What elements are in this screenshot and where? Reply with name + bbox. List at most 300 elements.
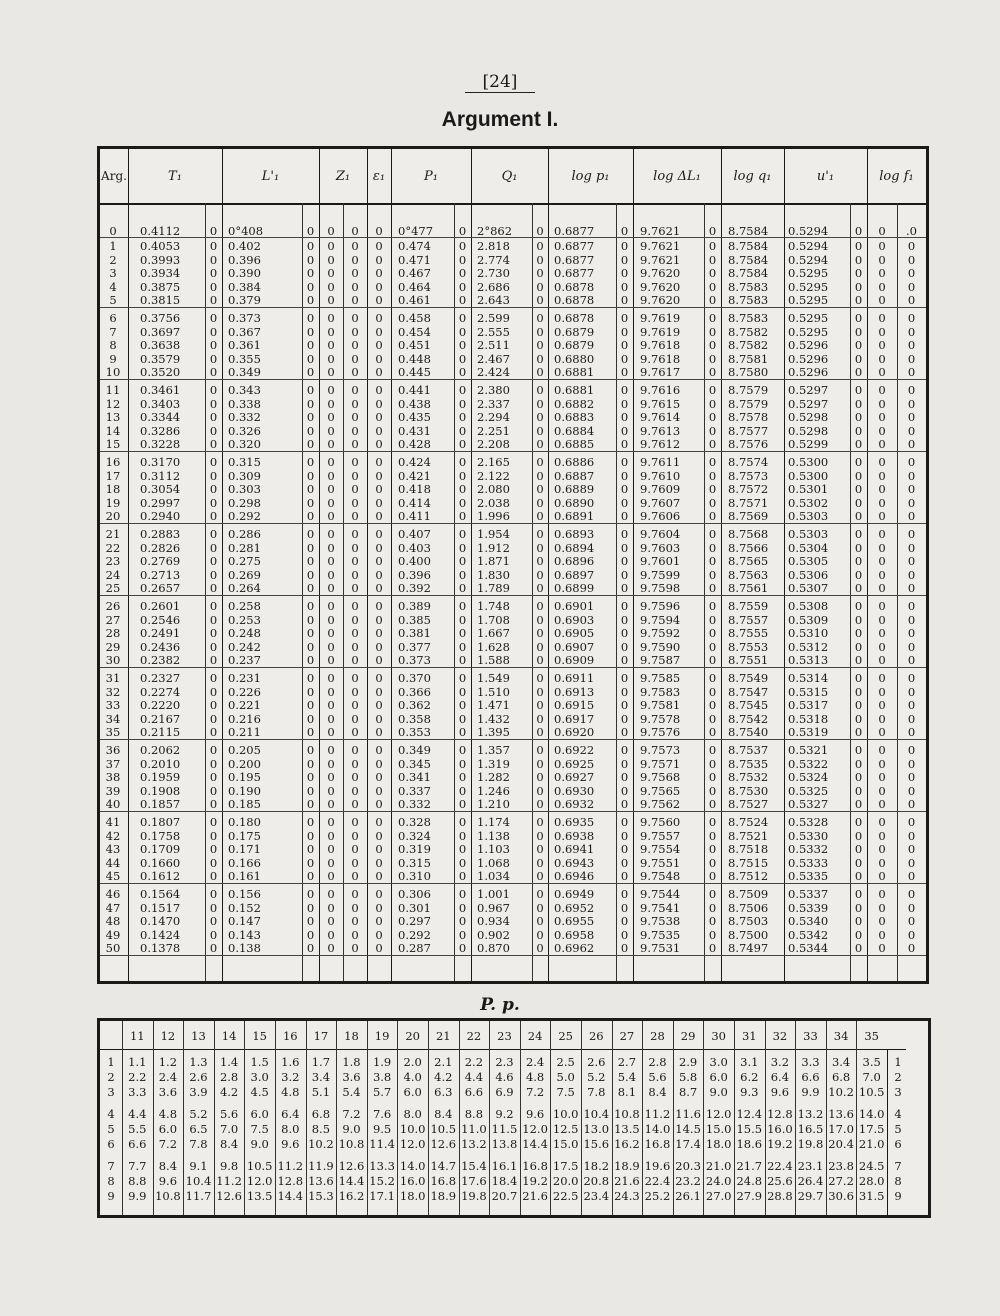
P-value: 0.414 xyxy=(398,495,431,510)
logq-value: 8.7497 xyxy=(728,941,769,956)
Q-value: 2.730 xyxy=(477,266,510,281)
u-diff: 0 xyxy=(854,725,863,740)
T-value: 0.3579 xyxy=(140,351,181,366)
column-rule xyxy=(128,149,129,981)
logf-value: 0 xyxy=(878,423,886,438)
pp-value: 12.0 xyxy=(705,1107,732,1121)
pp-value: 1.8 xyxy=(342,1055,361,1069)
Q-diff: 0 xyxy=(536,455,544,469)
logp-diff: 0 xyxy=(620,239,629,253)
logp-value: 0.6877 xyxy=(554,252,595,267)
pp-value: 15.2 xyxy=(369,1174,395,1188)
Q-diff: 0 xyxy=(536,869,544,884)
L-diff: 0 xyxy=(306,338,315,353)
epsilon-value: 0 xyxy=(375,711,383,726)
P-value: 0.389 xyxy=(398,599,431,613)
Q-value: 2.599 xyxy=(477,311,510,325)
pp-value: 25.2 xyxy=(644,1189,671,1203)
u-value: 0.5308 xyxy=(788,599,829,613)
logdL-diff: 0 xyxy=(708,815,717,829)
P-diff: 0 xyxy=(458,797,467,812)
Q-value: 2.424 xyxy=(477,365,510,380)
L-value: 0.166 xyxy=(228,855,261,870)
Q-value: 0.902 xyxy=(477,927,510,942)
Q-value: 1.210 xyxy=(477,797,510,812)
epsilon-value: 0 xyxy=(375,581,383,596)
Q-value: 1.471 xyxy=(477,698,510,713)
logdL-diff: 0 xyxy=(708,468,717,483)
L-diff: 0 xyxy=(306,725,315,740)
u-value: 0.5317 xyxy=(788,698,829,713)
pp-row-label: 9 xyxy=(894,1189,902,1203)
Q-value: 1.748 xyxy=(477,599,510,613)
logdL-value: 9.7604 xyxy=(640,527,681,541)
table-header xyxy=(100,149,926,205)
logdL-diff: 0 xyxy=(708,900,717,915)
pp-value: 3.3 xyxy=(128,1085,147,1099)
logp-diff: 0 xyxy=(620,612,629,627)
Q-value: 2.208 xyxy=(477,437,510,452)
pp-value: 6.6 xyxy=(128,1137,147,1151)
P-value: 0.458 xyxy=(398,311,431,325)
pp-value: 2.4 xyxy=(525,1055,545,1069)
pp-value: 9.0 xyxy=(709,1085,728,1099)
logp-diff: 0 xyxy=(620,324,629,339)
pp-value: 9.1 xyxy=(189,1159,208,1173)
logdL-value: 9.7578 xyxy=(640,711,681,726)
pp-value: 12.6 xyxy=(430,1137,457,1151)
pp-value: 17.6 xyxy=(461,1174,487,1188)
Q-diff: 0 xyxy=(536,423,544,438)
logp-value: 0.6882 xyxy=(554,396,595,411)
arg-value: 47 xyxy=(105,900,121,915)
Q-diff: 0 xyxy=(536,293,544,308)
logp-value: 0.6938 xyxy=(554,828,595,843)
header-col-2: L'₁ xyxy=(261,168,280,184)
pp-value: 3.5 xyxy=(862,1055,881,1069)
arg-value: 4 xyxy=(109,279,117,294)
Q-diff: 0 xyxy=(536,410,544,425)
pp-row-label: 4 xyxy=(894,1107,902,1121)
T-diff: 0 xyxy=(209,423,218,438)
logf-diff: 0 xyxy=(907,527,916,541)
pp-value: 3.6 xyxy=(158,1085,178,1099)
pp-value: 26.4 xyxy=(797,1174,824,1188)
arg-value: 9 xyxy=(109,351,117,366)
pp-value: 7.8 xyxy=(587,1085,606,1099)
arg-value: 16 xyxy=(105,455,121,469)
L-diff: 0 xyxy=(306,626,315,641)
epsilon-value: 0 xyxy=(375,914,383,929)
pp-value: 3.3 xyxy=(801,1055,820,1069)
logdL-diff: 0 xyxy=(708,927,717,942)
logdL-value: 9.7599 xyxy=(640,567,681,582)
logq-value: 8.7512 xyxy=(728,869,769,884)
logdL-value: 9.7557 xyxy=(640,828,681,843)
proportional-parts-table xyxy=(97,1018,931,1218)
logdL-value: 9.7620 xyxy=(640,266,681,281)
P-value: 0.297 xyxy=(398,914,431,929)
L-value: 0.286 xyxy=(228,527,261,541)
logp-diff: 0 xyxy=(620,900,629,915)
logdL-diff: 0 xyxy=(708,554,717,569)
P-diff: 0 xyxy=(458,224,467,238)
L-diff: 0 xyxy=(306,698,315,713)
Q-diff: 0 xyxy=(536,828,544,843)
logdL-value: 9.7598 xyxy=(640,581,681,596)
P-value: 0.353 xyxy=(398,725,431,740)
Z-diff: 0 xyxy=(351,468,359,483)
logq-value: 8.7542 xyxy=(728,711,769,726)
arg-value: 30 xyxy=(105,653,121,668)
u-value: 0.5327 xyxy=(788,797,829,812)
pp-value: 2.2 xyxy=(128,1070,147,1084)
Q-diff: 0 xyxy=(536,941,544,956)
T-diff: 0 xyxy=(209,783,218,798)
L-diff: 0 xyxy=(306,639,315,654)
logp-value: 0.6930 xyxy=(554,783,595,798)
logp-value: 0.6884 xyxy=(554,423,595,438)
epsilon-value: 0 xyxy=(375,842,383,857)
Z-value: 0 xyxy=(327,423,335,438)
Z-diff: 0 xyxy=(351,567,359,582)
Q-value: 2.818 xyxy=(477,239,510,253)
logp-value: 0.6905 xyxy=(554,626,595,641)
Z-value: 0 xyxy=(327,725,335,740)
pp-column-header: 25 xyxy=(558,1029,573,1043)
Z-diff: 0 xyxy=(351,612,359,627)
Z-value: 0 xyxy=(327,941,335,956)
Q-diff: 0 xyxy=(536,725,544,740)
logf-value: 0 xyxy=(878,567,886,582)
u-value: 0.5296 xyxy=(788,365,829,380)
L-value: 0.242 xyxy=(228,639,261,654)
T-diff: 0 xyxy=(209,900,218,915)
Z-value: 0 xyxy=(327,482,335,497)
pp-value: 29.7 xyxy=(797,1189,824,1203)
P-value: 0.411 xyxy=(398,509,431,524)
Z-diff: 0 xyxy=(351,311,359,325)
logp-diff: 0 xyxy=(620,266,629,281)
arg-value: 20 xyxy=(105,509,121,524)
L-value: 0.152 xyxy=(228,900,261,915)
u-diff: 0 xyxy=(854,815,863,829)
logf-value: 0 xyxy=(878,554,886,569)
logdL-diff: 0 xyxy=(708,383,717,397)
pp-value: 16.0 xyxy=(399,1174,426,1188)
logp-diff: 0 xyxy=(620,914,629,929)
logdL-diff: 0 xyxy=(708,770,717,785)
u-diff: 0 xyxy=(854,239,863,253)
Z-value: 0 xyxy=(327,324,335,339)
pp-value: 9.2 xyxy=(495,1107,514,1121)
logp-value: 0.6958 xyxy=(554,927,595,942)
arg-value: 7 xyxy=(109,324,117,339)
T-value: 0.3054 xyxy=(140,482,181,497)
logp-diff: 0 xyxy=(620,554,629,569)
pp-value: 6.6 xyxy=(464,1085,484,1099)
pp-column-header: 31 xyxy=(741,1029,757,1043)
pp-column-header: 19 xyxy=(374,1029,390,1043)
P-value: 0.332 xyxy=(398,797,431,812)
Q-diff: 0 xyxy=(536,626,544,641)
pp-value: 11.9 xyxy=(308,1159,334,1173)
logdL-diff: 0 xyxy=(708,293,717,308)
L-value: 0.275 xyxy=(228,554,261,569)
u-diff: 0 xyxy=(854,293,863,308)
Q-diff: 0 xyxy=(536,783,544,798)
arg-value: 41 xyxy=(105,815,121,829)
Z-diff: 0 xyxy=(351,900,359,915)
T-diff: 0 xyxy=(209,756,218,771)
T-value: 0.3697 xyxy=(140,324,181,339)
logp-value: 0.6917 xyxy=(554,711,595,726)
Z-diff: 0 xyxy=(351,914,359,929)
pp-value: 18.2 xyxy=(583,1159,610,1173)
Q-diff: 0 xyxy=(536,842,544,857)
logdL-value: 9.7596 xyxy=(640,599,681,613)
P-diff: 0 xyxy=(458,279,467,294)
logq-value: 8.7553 xyxy=(728,639,769,654)
logdL-diff: 0 xyxy=(708,455,717,469)
T-value: 0.2382 xyxy=(140,653,181,668)
Q-diff: 0 xyxy=(536,770,544,785)
logp-diff: 0 xyxy=(620,756,629,771)
T-diff: 0 xyxy=(209,770,218,785)
pp-row-label: 7 xyxy=(894,1159,902,1173)
u-diff: 0 xyxy=(854,770,863,785)
Z-value: 0 xyxy=(327,842,335,857)
pp-value: 7.0 xyxy=(219,1122,239,1136)
logdL-diff: 0 xyxy=(708,224,717,238)
epsilon-value: 0 xyxy=(375,900,383,915)
u-diff: 0 xyxy=(854,540,863,555)
Q-diff: 0 xyxy=(536,468,544,483)
pp-value: 22.4 xyxy=(767,1159,793,1173)
logf-diff: 0 xyxy=(907,828,916,843)
P-diff: 0 xyxy=(458,437,467,452)
logf-diff: 0 xyxy=(907,612,916,627)
epsilon-value: 0 xyxy=(375,855,383,870)
P-diff: 0 xyxy=(458,567,467,582)
pp-value: 11.7 xyxy=(185,1189,212,1203)
L-value: 0.221 xyxy=(228,698,261,713)
logq-value: 8.7568 xyxy=(728,527,769,541)
logdL-value: 9.7618 xyxy=(640,338,681,353)
Q-diff: 0 xyxy=(536,914,544,929)
P-diff: 0 xyxy=(458,455,467,469)
pp-value: 3.0 xyxy=(250,1070,269,1084)
L-value: 0.379 xyxy=(228,293,261,308)
arg-value: 2 xyxy=(109,252,117,267)
P-value: 0.341 xyxy=(398,770,431,785)
pp-value: 21.6 xyxy=(614,1174,640,1188)
T-diff: 0 xyxy=(209,509,218,524)
epsilon-value: 0 xyxy=(375,455,383,469)
logf-value: 0 xyxy=(878,842,886,857)
logf-diff: 0 xyxy=(907,279,916,294)
logf-value: 0 xyxy=(878,482,886,497)
logp-diff: 0 xyxy=(620,671,629,685)
T-diff: 0 xyxy=(209,887,218,901)
u-diff: 0 xyxy=(854,338,863,353)
P-value: 0.381 xyxy=(398,626,431,641)
pp-value: 3.2 xyxy=(770,1055,790,1069)
pp-value: 1.5 xyxy=(250,1055,269,1069)
logdL-value: 9.7606 xyxy=(640,509,681,524)
pp-value: 27.0 xyxy=(705,1189,732,1203)
L-diff: 0 xyxy=(306,599,315,613)
T-diff: 0 xyxy=(209,482,218,497)
pp-value: 5.0 xyxy=(556,1070,575,1084)
arg-value: 48 xyxy=(105,914,121,929)
logp-value: 0.6925 xyxy=(554,756,595,771)
arg-value: 17 xyxy=(105,468,121,483)
Z-value: 0 xyxy=(327,869,335,884)
L-value: 0.216 xyxy=(228,711,261,726)
pp-value: 15.6 xyxy=(583,1137,610,1151)
arg-value: 28 xyxy=(105,626,121,641)
epsilon-value: 0 xyxy=(375,869,383,884)
Q-value: 0.934 xyxy=(477,914,510,929)
T-value: 0.1517 xyxy=(140,900,181,915)
T-value: 0.1908 xyxy=(140,783,181,798)
pp-value: 12.4 xyxy=(736,1107,763,1121)
P-value: 0.319 xyxy=(398,842,431,857)
Q-value: 1.103 xyxy=(477,842,510,857)
arg-value: 13 xyxy=(105,410,121,425)
P-diff: 0 xyxy=(458,351,467,366)
logf-diff: 0 xyxy=(907,293,916,308)
pp-column-header: 30 xyxy=(711,1029,726,1043)
epsilon-value: 0 xyxy=(375,365,383,380)
logf-diff: 0 xyxy=(907,770,916,785)
logdL-value: 9.7535 xyxy=(640,927,681,942)
epsilon-value: 0 xyxy=(375,639,383,654)
logdL-diff: 0 xyxy=(708,252,717,267)
Z-diff: 0 xyxy=(351,743,359,757)
u-diff: 0 xyxy=(854,599,863,613)
L-value: 0.171 xyxy=(228,842,261,857)
pp-value: 13.2 xyxy=(461,1137,487,1151)
Q-value: 0.870 xyxy=(477,941,510,956)
logf-diff: 0 xyxy=(907,338,916,353)
epsilon-value: 0 xyxy=(375,828,383,843)
L-value: 0.226 xyxy=(228,684,261,699)
logp-value: 0.6901 xyxy=(554,599,595,613)
pp-column-header: 20 xyxy=(405,1029,420,1043)
arg-value: 35 xyxy=(105,725,121,740)
Q-diff: 0 xyxy=(536,252,544,267)
Z-diff: 0 xyxy=(351,495,359,510)
L-diff: 0 xyxy=(306,482,315,497)
page-title: Argument I. xyxy=(441,108,559,131)
pp-value: 8.4 xyxy=(648,1085,667,1099)
logf-value: 0 xyxy=(878,495,886,510)
logf-value: 0 xyxy=(878,252,886,267)
pp-column-header: 14 xyxy=(221,1029,237,1043)
Z-diff: 0 xyxy=(351,279,359,294)
pp-value: 31.5 xyxy=(858,1189,885,1203)
logdL-value: 9.7621 xyxy=(640,239,681,253)
pp-value: 4.8 xyxy=(525,1070,545,1084)
L-value: 0.390 xyxy=(228,266,261,281)
logdL-diff: 0 xyxy=(708,612,717,627)
logf-diff: 0 xyxy=(907,756,916,771)
pp-value: 7.0 xyxy=(862,1070,881,1084)
Q-diff: 0 xyxy=(536,338,544,353)
logp-value: 0.6890 xyxy=(554,495,595,510)
pp-value: 28.0 xyxy=(858,1174,885,1188)
L-value: 0.281 xyxy=(228,540,261,555)
P-diff: 0 xyxy=(458,396,467,411)
logf-value: 0 xyxy=(878,914,886,929)
pp-value: 18.9 xyxy=(614,1159,640,1173)
L-diff: 0 xyxy=(306,887,315,901)
logf-diff: 0 xyxy=(907,900,916,915)
L-value: 0.361 xyxy=(228,338,261,353)
logdL-value: 9.7618 xyxy=(640,351,681,366)
Z-value: 0 xyxy=(327,527,335,541)
T-value: 0.1758 xyxy=(140,828,181,843)
pp-value: 7.7 xyxy=(128,1159,147,1173)
Z-diff: 0 xyxy=(351,224,359,238)
T-diff: 0 xyxy=(209,684,218,699)
header-col-10: u'₁ xyxy=(816,168,835,184)
L-diff: 0 xyxy=(306,743,315,757)
T-diff: 0 xyxy=(209,311,218,325)
pp-value: 16.5 xyxy=(797,1122,824,1136)
Q-value: 2.686 xyxy=(477,279,510,294)
Q-value: 2.251 xyxy=(477,423,510,438)
L-diff: 0 xyxy=(306,711,315,726)
T-diff: 0 xyxy=(209,711,218,726)
logdL-value: 9.7576 xyxy=(640,725,681,740)
logf-diff: 0 xyxy=(907,671,916,685)
T-diff: 0 xyxy=(209,338,218,353)
logp-diff: 0 xyxy=(620,887,629,901)
pp-value: 11.2 xyxy=(216,1174,242,1188)
P-diff: 0 xyxy=(458,725,467,740)
epsilon-value: 0 xyxy=(375,756,383,771)
logq-value: 8.7578 xyxy=(728,410,769,425)
arg-value: 5 xyxy=(109,293,117,308)
pp-value: 4.5 xyxy=(250,1085,269,1099)
logdL-value: 9.7592 xyxy=(640,626,681,641)
logdL-diff: 0 xyxy=(708,324,717,339)
pp-value: 27.2 xyxy=(828,1174,854,1188)
u-value: 0.5302 xyxy=(788,495,829,510)
logp-diff: 0 xyxy=(620,927,629,942)
pp-value: 1.3 xyxy=(189,1055,208,1069)
pp-value: 3.6 xyxy=(342,1070,361,1084)
T-diff: 0 xyxy=(209,743,218,757)
logdL-value: 9.7551 xyxy=(640,855,681,870)
pp-value: 6.8 xyxy=(311,1107,331,1121)
Q-value: 2.380 xyxy=(477,383,510,397)
logdL-value: 9.7541 xyxy=(640,900,681,915)
L-diff: 0 xyxy=(306,455,315,469)
Q-diff: 0 xyxy=(536,495,544,510)
pp-row-label: 1 xyxy=(107,1055,115,1069)
pp-value: 12.0 xyxy=(522,1122,548,1136)
arg-value: 34 xyxy=(105,711,121,726)
Z-value: 0 xyxy=(327,293,335,308)
P-value: 0.287 xyxy=(398,941,431,956)
logf-diff: 0 xyxy=(907,927,916,942)
pp-value: 7.2 xyxy=(158,1137,178,1151)
logdL-diff: 0 xyxy=(708,527,717,541)
